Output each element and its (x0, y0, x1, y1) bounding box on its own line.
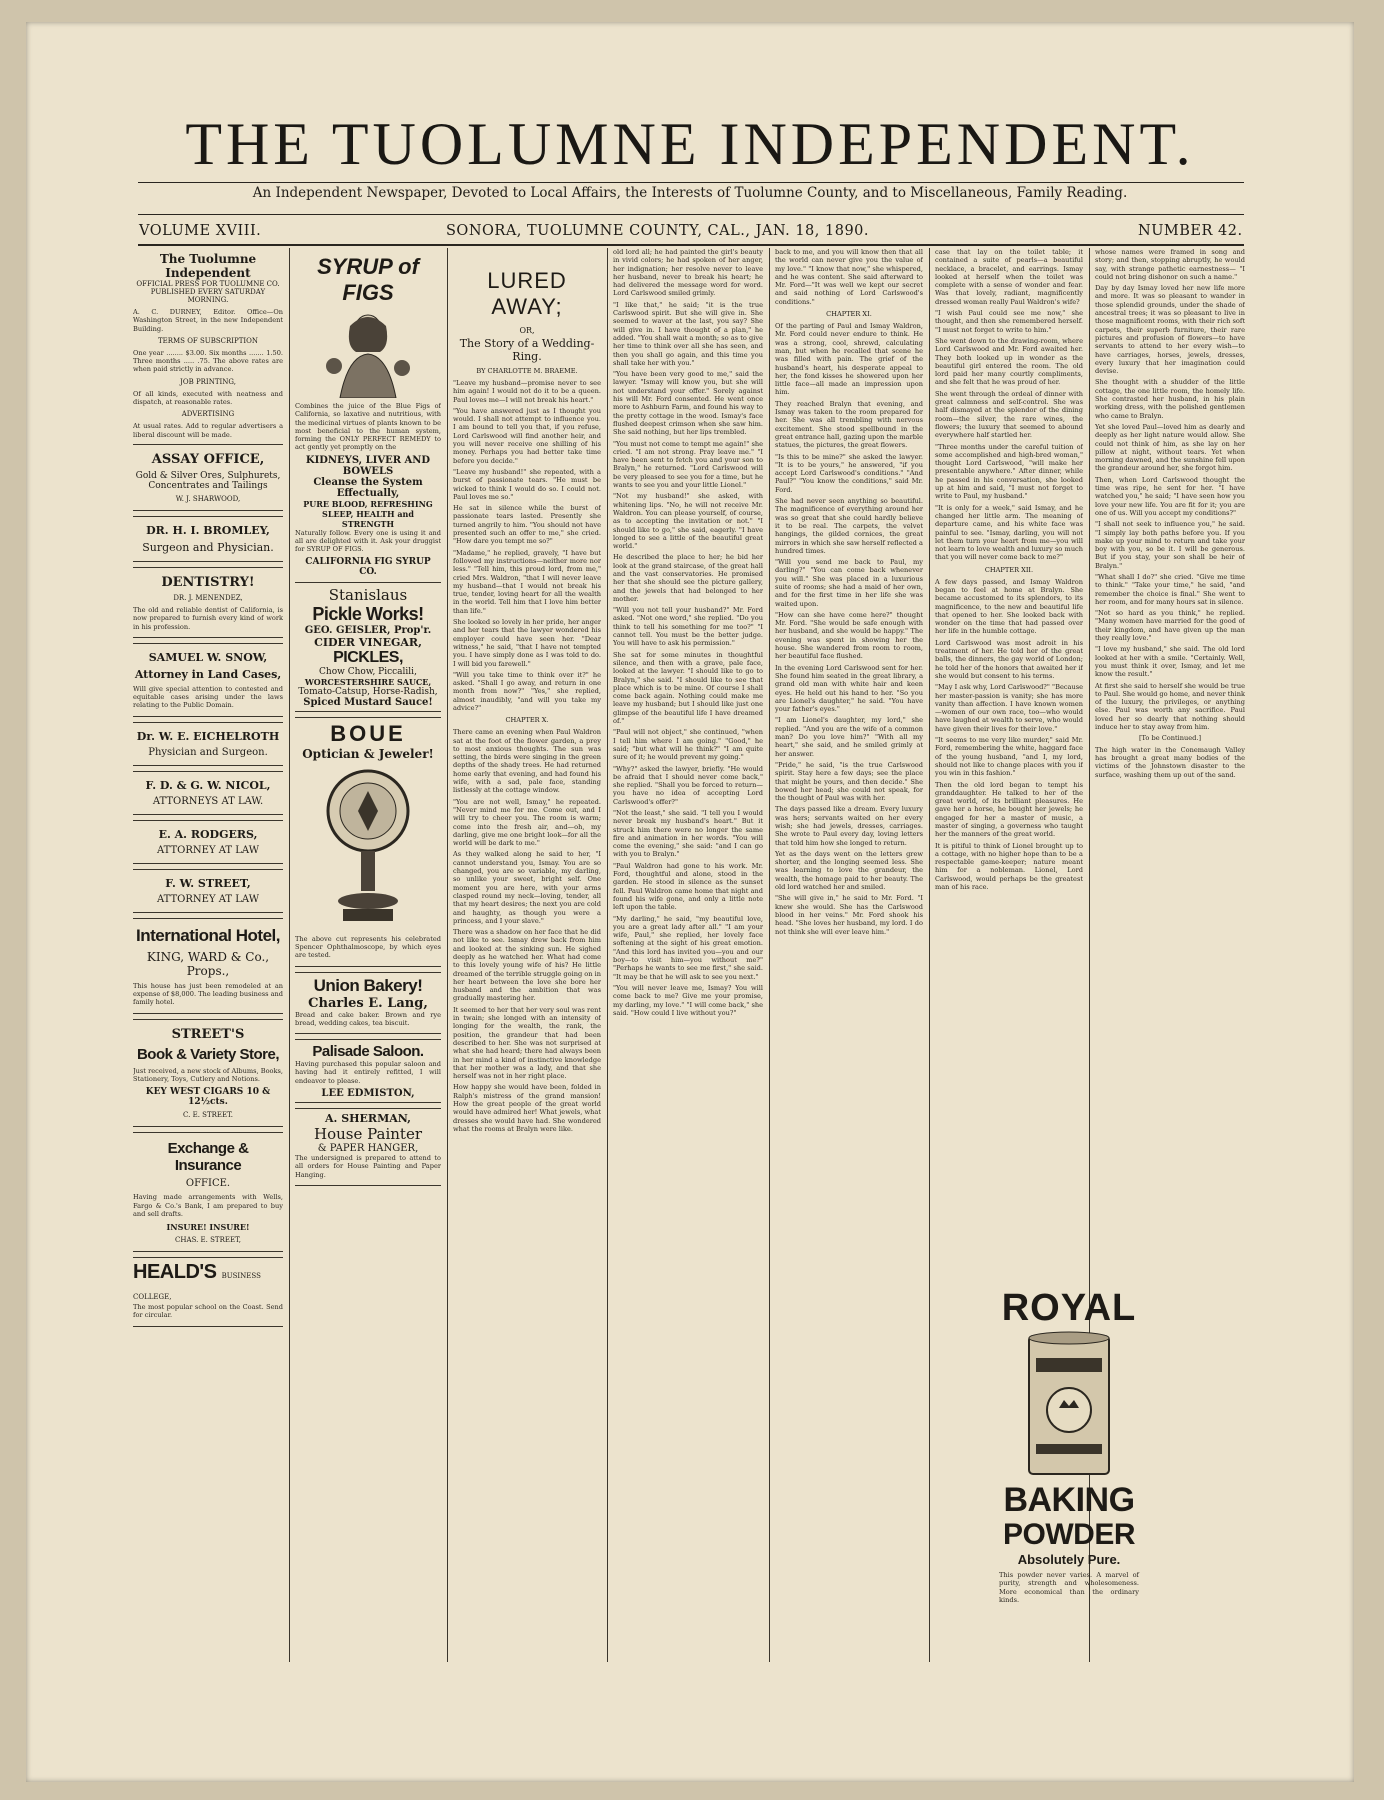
column-3 (453, 248, 601, 1662)
body-text: "May I ask why, Lord Carlswood?" "Because her master-passion is vanity; she has more vanity than affection. I have known women—women of our own race, too—who would have laughed at wealth to serve, who would have given their lives for their love." (935, 683, 1083, 733)
healds-ad (133, 1257, 283, 1327)
snow-ad (133, 643, 283, 717)
paper-info (133, 252, 283, 304)
body-text: Of the parting of Paul and Ismay Waldron, Mr. Ford could never endure to think. He was a strong, cool, shrewd, calculating man, but when he recalled that scene he was filled with pain. The grief of the husband's heart, his desperate appeal to her, the fond kisses he showered upon her little face—all made an impression upon him. (775, 322, 923, 397)
body-text: The high water in the Conemaugh Valley has brought a great many bodies of the victims of the Johnstown disaster to the surface, washing them up out of the sand. (1095, 745, 1245, 779)
body-text: "I like that," he said; "it is the true Carlswood spirit. But she will give in. She seemed to waver at the last, you say? She will give in. I have thought of a plan," he added. "You shall wait a month; so as to give her time to think over all she has seen, and then you shall go again, and this time you shall take her with you." (613, 300, 763, 367)
body-text: She had never seen anything so beautiful. The magnificence of everything around her was so great that she could hardly believe it to be real. The carpets, the velvet hangings, the gilded cornices, the great mirrors in which she saw herself reflected a hundred times. (775, 497, 923, 555)
body-text: "Leave my husband—promise never to see him again! I would not do it to be a queen. Paul loves me—I will not break his heart." (453, 379, 601, 404)
body-text: "It is only for a week," said Ismay, and he changed her little arm. The meaning of departure came, and his white face was painful to see. "Ismay, darling, you will not let them turn your heart from me—you will not learn to love wealth and luxury so much that you will never come back to me?" (935, 503, 1083, 562)
body-text: whose names were framed in song and story; and then, stopping abruptly, he would say, with strange pathetic earnestness— "I could not bring dishonor on such a name." (1095, 248, 1245, 281)
chow-line: Chow Chow, Piccalili, (319, 666, 417, 677)
cider-line: CIDER VINEGAR, (314, 635, 422, 649)
body-text: It seemed to her that her very soul was rent in twain; she longed with an intensity of longing for the wealth, the rank, the position, the grandeur that had been described to her. She was not surprised at what she had heard; there had always been in her mind a kind of instinctive knowledge that her mother was a lady, and that she herself was not in her right place. (453, 1005, 601, 1081)
body-text: In the evening Lord Carlswood sent for her. She found him seated in the great library, a grand old man with white hair and keen eyes. He held out his hand to her. "So you are Lionel's daughter," he said. "You have your father's eyes." (775, 663, 923, 714)
masthead-tagline: An Independent Newspaper, Devoted to Local Affairs, the Interests of Tuolumne County, and to Miscellaneous, Family Reading. (252, 185, 1128, 201)
body-text: [To be Continued.] (1138, 734, 1202, 743)
union-title: Union Bakery! (313, 975, 423, 995)
body-text: This powder never varies. A marvel of purity, strength and wholesomeness. More economical than the ordinary kinds. (999, 1571, 1139, 1604)
saloon-ad (295, 1039, 441, 1103)
story-title: LURED AWAY; (487, 268, 567, 319)
body-text: "Madame," he replied, gravely, "I have but followed my instructions—neither more nor less." "Tell him, this proud lord, from me," cried Mrs. Waldron, "that I will never leave my husband—that I would not break his true, tender, loving heart for all the wealth in the world. Tell him that I love him better than life." (453, 548, 601, 615)
body-text: Having made arrangements with Wells, Fargo & Co.'s Bank, I am prepared to buy and sell drafts. (133, 1193, 283, 1218)
body-text: "Will you take time to think over it?" he asked. "Shall I go away, and return in one month from now?" "Yes," she replied, almost inaudibly, "and will you take my advice?" (453, 670, 601, 712)
bromley-name: DR. H. I. BROMLEY, (146, 523, 270, 537)
body-text: Having purchased this popular saloon and having had it entirely refitted, I will endeavor to please. (295, 1060, 441, 1085)
paper-header: The Tuolumne Independent (159, 252, 257, 280)
nicol-name: F. D. & G. W. NICOL, (145, 778, 271, 792)
street-name: F. W. STREET, (165, 876, 251, 890)
body-text: Will give special attention to contested and equitable cases arising under the laws relating to the Public Domain. (133, 684, 283, 710)
optician-title: Optician & Jeweler! (302, 746, 434, 761)
number-label: NUMBER 42. (1138, 223, 1243, 239)
assay-subtitle: Gold & Silver Ores, Sulphurets, Concentrates and Tailings (135, 470, 281, 491)
body-text: "Not so hard as you think," he replied. "Many women have married for the good of their kingdom, and have given up the man they really love." (1095, 609, 1245, 643)
newspaper-page (26, 22, 1354, 1782)
geisler-name: GEO. GEISLER, Prop'r. (304, 624, 432, 636)
body-text: The old and reliable dentist of California, is now prepared to furnish every kind of work in his profession. (133, 605, 283, 631)
body-text: There was a shadow on her face that he did not like to see. Ismay drew back from him and looked at the sinking sun. He sighed deeply as he watched her. What had come to this lovely young wife of his? He little dreamed of the terrible struggle going on in her heart between the love she bore her husband and the ambition that was gradually mastering her. (453, 928, 601, 1003)
advertising-heading: ADVERTISING (181, 410, 235, 419)
body-text: "Is this to be mine?" she asked the lawyer. "It is to be yours," he answered, "if you accept Lord Carlswood's conditions." "And Paul?" "You know the conditions," said Mr. Ford. (775, 452, 923, 494)
body-text: "What shall I do?" she cried. "Give me time to think." "Take your time," he said, "and remember the choice is final." She went to her room, and for many hours sat in silence. (1095, 572, 1245, 606)
dentistry-ad (133, 567, 283, 638)
surgeon-label: Surgeon and Physician. (142, 540, 274, 554)
body-text: One year ........ $3.00. Six months ....... 1.50. Three months ..... .75. The above rates are when paid strictly in advance. (133, 348, 283, 374)
story-byline: BY CHARLOTTE M. BRAEME. (476, 367, 578, 375)
kidneys-line: KIDNEYS, LIVER AND BOWELS (305, 454, 431, 477)
body-text: old lord all; he had painted the girl's beauty in vivid colors; he had spoken of her anger, her indignation; her resolve never to leave her husband, never to break his heart; he had delivered the message word for word. Lord Carlswood smiled grimly. (613, 248, 763, 298)
body-text: "Leave my husband!" she repeated, with a burst of passionate tears. "He must be wicked to think I would do so. I could not. Paul loves me so." (453, 467, 601, 501)
masthead-rule-top (138, 182, 1244, 183)
body-text: They reached Bralyn that evening, and Ismay was taken to the room prepared for her. She was all trembling with nervous excitement. She stood spellbound in the great entrance hall, gazing upon the marble statues, the pictures, the great flowers. (775, 399, 923, 450)
hotel-ad (133, 918, 283, 1014)
paper-hanger: & PAPER HANGER, (317, 1143, 419, 1155)
body-text: Just received, a new stock of Albums, Books, Stationery, Toys, Cutlery and Notions. (133, 1066, 283, 1083)
assay-ad (133, 444, 283, 511)
attorney-label-2: ATTORNEY AT LAW (156, 893, 260, 905)
woman-illustration-icon (318, 306, 418, 398)
body-text: "I love my husband," she said. The old lord looked at her with a smile. "Certainly. Well, you must think it over, Ismay, and let me know the result." (1095, 645, 1245, 679)
healds-title: HEALD'S (133, 1261, 217, 1284)
optical-instrument-icon (313, 761, 423, 931)
mustard-line: Spiced Mustard Sauce! (303, 696, 433, 708)
volume-label: VOLUME XVIII. (139, 223, 262, 239)
body-text: "How can she have come here?" thought Mr. Ford. "She would be safe enough with her husband, and she would be happy." The evening was spent in showing her the house. She wandered from room to room, her beautiful face flushed. (775, 610, 923, 661)
body-text: There came an evening when Paul Waldron sat at the foot of the flower garden, a prey to most anxious thoughts. The sun was setting, the birds were singing in the green depths of the shady trees. He had returned home early that evening, and had found his wife, with a sad, pale face, standing listlessly at the cottage window. (453, 728, 601, 795)
rodgers-ad (133, 820, 283, 864)
body-text: A. C. DURNEY, Editor. Office—On Washington Street, in the new Independent Building. (133, 308, 283, 333)
bookstore-title: Book & Variety Store, (136, 1045, 280, 1063)
land-label: Attorney in Land Cases, (134, 667, 282, 681)
terms-heading: TERMS OF SUBSCRIPTION (157, 336, 259, 345)
chas-street: CHAS. E. STREET, (175, 1236, 241, 1245)
body-text: A few days passed, and Ismay Waldron began to feel at home at Bralyn. She became accustomed to its splendors, to its magnificence, to the new and beautiful life that opened to her. She looked back with wonder on the time that had passed over her life in the humble cottage. (935, 577, 1083, 636)
dateline-rule-bottom (138, 244, 1244, 246)
body-text: He sat in silence while the burst of passionate tears lasted. Presently she turned angrily to him. "You should not have presented such an offer to me," she cried. "How dare you tempt me so?" (453, 504, 601, 546)
street-ad (133, 869, 283, 913)
body-text: Lord Carlswood was most adroit in his treatment of her. He told her of the great balls, the dinners, the gay world of London; he told her of the honors that awaited her if she would but consent to his terms. (935, 638, 1083, 680)
column-5 (775, 248, 923, 1662)
body-text: This house has just been remodeled at an expense of $8,000. The leading business and family hotel. (133, 981, 283, 1007)
royal-title: ROYAL (1001, 1287, 1137, 1329)
body-text: Day by day Ismay loved her new life more and more. It was so pleasant to wander in those splendid grounds, under the shade of ancestral trees; it was so pleasant to live in those magnificent rooms, with their rich soft carpets, their superb furniture, their rare pictures and profusion of flowers—to have servants to attend to her every wish—to have carriages, horses, jewels, dresses, every luxury that her imagination could devise. (1095, 284, 1245, 376)
exchange-title: Exchange & Insurance (167, 1140, 249, 1175)
body-text: How happy she would have been, folded in Ralph's mistress of the grand mansion! How the great people of the great world would have admired her! What jewels, what dresses she would have had. She wondered what the rooms at Bralyn were like. (453, 1083, 601, 1133)
body-text: "Will you not tell your husband?" Mr. Ford asked. "Not one word," she replied. "Do you think to tell his something for me too?" "I cannot tell. You must be the better judge. You will have to ask his permission." (613, 606, 763, 648)
snow-name: SAMUEL W. SNOW, (148, 650, 268, 664)
body-text: "Paul Waldron had gone to his work. Mr. Ford, thoughtful and alone, stood in the garden. He stood in silence as the sunset fell. Paul Waldron came home that night and found his wife gone, and only a little note left upon the table. (613, 861, 763, 912)
body-text: "Not my husband!" she asked, with whitening lips. "No, he will not receive Mr. Waldron. You can please yourself, of course, as to accepting the invitation or not." "I should like to go," she said, eagerly. "I have longed to see a little of the beautiful great world." (613, 492, 763, 551)
column-rule (769, 248, 770, 1662)
story-or: OR, (519, 326, 535, 335)
pickle-ad (295, 582, 441, 712)
painter-title: House Painter (313, 1125, 422, 1144)
boue-title: BOUE (330, 720, 406, 746)
body-text: back to me, and you will know then that all the world can never give you the value of my love." "I know that now," she whispered, and he was content. She said afterward to Mr. Ford—"It was well we kept our secret and said nothing of Lord Carlswood's conditions." (775, 248, 923, 306)
insure-line: INSURE! INSURE! (166, 1222, 250, 1233)
attorneys-label: ATTORNEYS AT LAW. (152, 795, 264, 807)
body-text: She went down to the drawing-room, where Lord Carlswood and Mr. Ford awaited her. They both looked up in wonder as the beautiful girl entered the room. The old lord paid her many courtly compliments, and she felt that he was proud of her. (935, 336, 1083, 387)
body-text: She sat for some minutes in thoughtful silence, and then with a grave, pale face, looked at the lawyer. "I should like to go to Bralyn," she said. "I should like to see that place which is to be mine. Of course I shall come back again. Nothing could make me leave my husband; but I should like just one glimpse of the beautiful life I have dreamed of." (613, 650, 763, 726)
body-text: Then the old lord began to tempt his granddaughter. He talked to her of the great world, of its brilliant pleasures. He gave her a horse, he bought her jewels; he engaged for her a master of music, a master of singing, a governess who taught her the manners of the great world. (935, 780, 1083, 839)
attorney-label: ATTORNEY AT LAW (156, 844, 260, 856)
pure-blood-line: PURE BLOOD, REFRESHING SLEEP, HEALTH and STRENGTH (303, 498, 433, 529)
absolutely-pure: Absolutely Pure. (1017, 1552, 1121, 1567)
bakery-ad (295, 972, 441, 1035)
job-heading: JOB PRINTING, (180, 377, 236, 386)
hotel-name: International Hotel, (136, 925, 280, 945)
exchange-office: OFFICE. (185, 1178, 231, 1190)
eichelroth-ad (133, 722, 283, 766)
boue-ad (295, 717, 441, 967)
story-subtitle: The Story of a Wedding-Ring. (459, 337, 595, 363)
dateline-rule-top (138, 214, 1244, 215)
chapter-xi: CHAPTER XI. (826, 310, 872, 319)
body-text: "You will never leave me, Ismay? You will come back to me? Give me your promise, my darling, my love." "I will come back," she said. "How could I live without you?" (613, 983, 763, 1017)
eichelroth-name: Dr. W. E. EICHELROTH (136, 729, 280, 743)
palisade-title: Palisade Saloon. (312, 1043, 424, 1061)
body-text: "Three months under the careful tuition of some accomplished and high-bred woman," thought Lord Carlswood, "will make her presentable anywhere." After dinner, while he passed in his conversation, she looked up at him and said, "I must not forget to write to Paul, my husband." (935, 442, 1083, 501)
body-text: "Paul will not object," she continued, "when I tell him where I am going." "Good," he said; "but what will he think?" "I am quite sure of it; he would prevent my going." (613, 728, 763, 762)
powder-title: POWDER (1003, 1518, 1135, 1551)
rodgers-name: E. A. RODGERS, (158, 827, 258, 841)
body-text: "You have answered just as I thought you would. I shall not attempt to influence you. I am bound to tell you that, if you refuse, Lord Carlswood will find another heir, and you will never receive one shilling of his money. Perhaps you had better take time before you decide." (453, 406, 601, 465)
ce-street: C. E. STREET. (183, 1111, 233, 1120)
body-text: She looked so lovely in her pride, her anger and her tears that the lawyer wondered his employer could have seen her. "Dear witness," he said, "that I have not tempted you. I have simply done as I was told to do. I will bid you farewell." (453, 618, 601, 668)
body-text: "My darling," he said, "my beautiful love, you are a great lady after all." "I am your wife, Paul," she replied, her lovely face softening at the sight of his great emotion. "And this lord has invited you—you and our boy—to visit him—you without me?" "Perhaps he wants to see me first," she said. "It may be that he will ask to see you next." (613, 914, 763, 981)
column-rule (447, 248, 448, 1662)
body-text: Naturally follow. Every one is using it and all are delighted with it. Ask your druggist for SYRUP OF FIGS. (295, 528, 441, 554)
body-text: "You have been very good to me," said the lawyer. "Ismay will know you, but she will not understand your offer." Sorely against his will Mr. Ford consented. He went once more to Ashburn Farm, and found his way to the pretty cottage in the wood. Ismay's face flushed deepest crimson when she saw him. She said nothing, but her lips trembled. (613, 370, 763, 437)
nicol-ad (133, 771, 283, 815)
body-text: "You must not come to tempt me again!" she cried. "I am not strong. Pray leave me." "I have been sent to fetch you and your son to Bralyn," he returned. "Lord Carlswood will be very pleased to see you for a time, but he wants to see you and your little Lionel." (613, 439, 763, 490)
body-text: The most popular school on the Coast. Send for circular. (133, 1303, 283, 1320)
body-text: Combines the juice of the Blue Figs of California, so laxative and nutritious, with the medicinal virtues of plants known to be most beneficial to the human system, forming the ONLY PERFECT REMEDY to act gently yet promptly on the (295, 402, 441, 452)
stanislaus-title: Stanislaus (328, 585, 408, 604)
body-text: "I shall not seek to influence you," he said. "I simply lay both paths before you. If you make up your mind to return and take your boy with you, so be it. I will be generous. But if you stay, your son shall be heir of Bralyn." (1095, 520, 1245, 570)
body-text: The days passed like a dream. Every luxury was hers; servants waited on her every wish; she had jewels, dresses, carriages. She wrote to Paul every day, loving letters that told him how she longed to return. (775, 805, 923, 847)
keywest-line: KEY WEST CIGARS 10 & 12½cts. (145, 1087, 271, 1108)
official-press: OFFICIAL PRESS FOR TUOLUMNE CO. (136, 280, 280, 288)
catsup-line: Tomato-Catsup, Horse-Radish, (298, 686, 438, 697)
pickles-line: PICKLES, (333, 648, 403, 666)
body-text: Of all kinds, executed with neatness and dispatch, at reasonable rates. (133, 389, 283, 407)
dentistry-title: DENTISTRY! (161, 574, 255, 590)
cleanse-line: Cleanse the System Effectually, (313, 476, 423, 499)
body-text: She thought with a shudder of the little cottage, the one little room, the homely life. She contrasted her husband, in his plain working dress, with the polished gentlemen who came to Bralyn. (1095, 378, 1245, 420)
assay-title: ASSAY OFFICE, (151, 451, 265, 467)
streets-title: STREET'S (171, 1026, 245, 1042)
bookstore-ad (133, 1019, 283, 1128)
pickle-title: Pickle Works! (312, 603, 424, 624)
body-text: "Will you send me back to Paul, my darling?" "You can come back whenever you will." She was placed in a luxurious suite of rooms; she had a maid of her own, and for the first time in her life she was waited upon. (775, 558, 923, 608)
body-text: At usual rates. Add to regular advertisers a liberal discount will be made. (133, 422, 283, 439)
body-text: "Pride," he said, "is the true Carlswood spirit. Stay here a few days; see the place that might be yours, and then decide." She bowed her head; she could not speak, for the thought of Paul was with her. (775, 760, 923, 803)
body-text: case that lay on the toilet table; it contained a suite of pearls—a beautiful necklace, a bracelet, and earrings. Ismay looked at herself when the toilet was complete with a sense of wonder and fear. Was that lovely, radiant, magnificently dressed woman really Paul Waldron's wife? (935, 248, 1083, 306)
exchange-ad (133, 1132, 283, 1252)
syrup-title: SYRUP of FIGS (317, 254, 419, 305)
business-college: BUSINESS COLLEGE, (133, 1272, 261, 1302)
body-text: He described the place to her; he bid her look at the grand staircase, of the great hall and the vast conservatories. He promised her that she should see the picture gallery, and the jewels that had belonged to her mother. (613, 553, 763, 603)
physician-label: Physician and Surgeon. (148, 746, 268, 758)
hotel-props: KING, WARD & Co., Props., (146, 949, 270, 978)
published-note: PUBLISHED EVERY SATURDAY MORNING. (150, 288, 266, 304)
edmiston-name: LEE EDMISTON, (321, 1088, 415, 1100)
column-1 (133, 248, 283, 1662)
body-text: "I am Lionel's daughter, my lord," she replied. "And you are the wife of a common man? Do you love him?" "With all my heart," she said, and he smiled grimly at her answer. (775, 716, 923, 758)
lang-name: Charles E. Lang, (308, 995, 428, 1011)
body-text: It is pitiful to think of Lionel brought up to a cottage, with no higher hope than to be a respectable game-keeper; nature meant him for a nobleman. Lionel, Lord Carlswood, would perhaps be the greatest man of his race. (935, 841, 1083, 892)
body-text: Yet she loved Paul—loved him as dearly and deeply as her light nature would allow. She could not think of him, as she lay on her pillow at night, without tears. Yet when morning dawned, and the sunshine fell upon the grandeur around her, she forgot him. (1095, 422, 1245, 473)
column-rule (607, 248, 608, 1662)
masthead-title: THE TUOLUMNE INDEPENDENT. (185, 111, 1195, 177)
body-text: The above cut represents his celebrated Spencer Ophthalmoscope, by which eyes are tested. (295, 934, 441, 960)
royal-baking-ad (999, 1288, 1139, 1607)
body-text: She went through the ordeal of dinner with great calmness and self-control. She was half dismayed at the splendor of the dining room—the silver, the rare wines, the flowers; the luxury that seemed to abound everywhere half startled her. (935, 389, 1083, 440)
menendez-name: DR. J. MENENDEZ, (173, 593, 243, 602)
column-rule (929, 248, 930, 1662)
painter-ad (295, 1108, 441, 1186)
bromley-ad (133, 516, 283, 562)
fig-co: CALIFORNIA FIG SYRUP CO. (305, 556, 431, 577)
baking-title: BAKING (1003, 1481, 1135, 1519)
body-text: "You are not well, Ismay," he repeated. "Never mind me for me. Come out, and I will try to cheer you. The room is warm; come into the fresh air, and—oh, my darling, give me one bright look—for all the world will be dark to me." (453, 797, 601, 848)
syrup-ad (295, 254, 441, 577)
body-text: "Why?" asked the lawyer, briefly. "He would be afraid that I should never come back," she replied. "Shall you be forced to return—you have no idea of accepting Lord Carlswood's offer?" (613, 764, 763, 806)
column-2 (295, 248, 441, 1662)
body-text: "I wish Paul could see me now," she thought, and then she remembered herself. "I must not forget to write to him." (935, 309, 1083, 334)
baking-powder-can-icon (1014, 1328, 1124, 1478)
body-text: At first she said to herself she would be true to Paul. She would go home, and never think of the luxury, the privileges, or anything else. Paul was worth any sacrifice. Paul loved her so dearly that nothing should induce her to stay away from him. (1095, 681, 1245, 732)
body-text: As they walked along he said to her, "I cannot understand you, Ismay. You are so changed, you are so variable, my darling, so unlike your sweet, bright self. One moment you are here, with your arms clasped round my neck—loving, tender, all that my heart desires; the next you are cold and haughty, as though you were a princess, and I your slave." (453, 850, 601, 925)
body-text: Bread and cake baker. Brown and rye bread, wedding cakes, tea biscuit. (295, 1010, 441, 1027)
worcester-line: WORCESTERSHIRE SAUCE, (304, 676, 432, 687)
body-text: "Not the least," she said. "I tell you I would never break my husband's heart." But it struck him there were no longer the same fire and animation in her words. "You will come the evening," she said: "and I can go with you to Bralyn." (613, 809, 763, 859)
sharwood-name: W. J. SHARWOOD, (175, 494, 241, 503)
body-text: Yet as the days went on the letters grew shorter, and the longing seemed less. She was learning to love the grandeur, the wealth, the homage paid to her beauty. The old lord watched her and smiled. (775, 849, 923, 892)
body-text: The undersigned is prepared to attend to all orders for House Painting and Paper Hanging. (295, 1154, 441, 1179)
sherman-name: A. SHERMAN, (325, 1112, 411, 1126)
chapter-x: CHAPTER X. (505, 716, 549, 725)
place-date-label: SONORA, TUOLUMNE COUNTY, CAL., JAN. 18, 1890. (446, 223, 870, 239)
body-text: "It seems to me very like murder," said Mr. Ford, remembering the white, haggard face of the young husband, "and I, my lord, should not like to change places with you if you win in this fashion." (935, 736, 1083, 778)
body-text: "She will give in," he said to Mr. Ford. "I knew she would. She has the Carlswood blood in her veins." Mr. Ford shook his head. "She loves her husband, my lord. I do not think she will ever leave him." (775, 894, 923, 936)
body-text: Then, when Lord Carlswood thought the time was ripe, he sent for her. "I have watched you," he said; "I have seen how you love your new life. You are fit for it; you are one of us. Will you accept my conditions?" (1095, 475, 1245, 517)
chapter-xii: CHAPTER XII. (984, 565, 1034, 574)
column-rule (289, 248, 290, 1662)
column-4 (613, 248, 763, 1662)
